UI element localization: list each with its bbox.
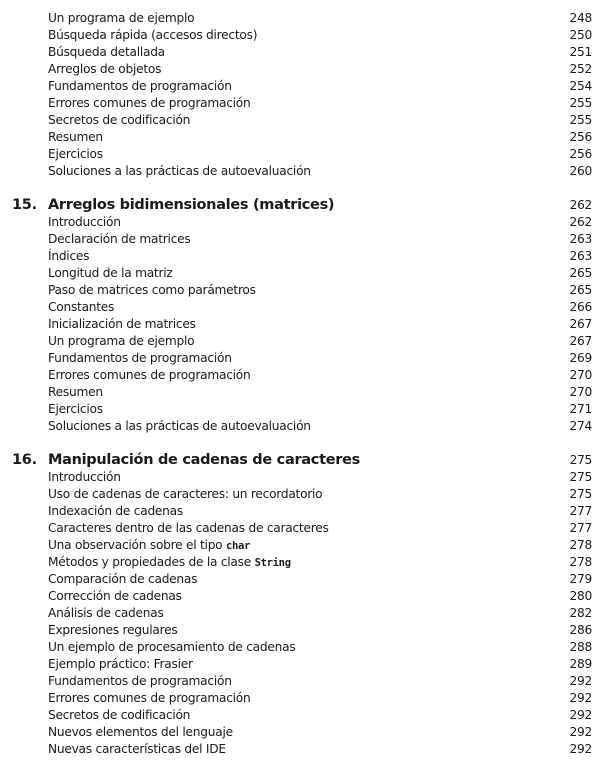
entry-page-number: 278: [569, 538, 592, 552]
entry-title: [48, 571, 197, 588]
entry-text: Un programa de ejemplo: [48, 334, 195, 348]
toc-entry: [0, 112, 600, 129]
entry-page-number: 292: [569, 708, 592, 722]
entry-text: Arreglos de objetos: [48, 62, 162, 76]
toc-entry: [0, 44, 600, 61]
toc-entry: [0, 129, 600, 146]
toc-entry: [0, 554, 600, 571]
entry-page-number: 275: [569, 487, 592, 501]
entry-text: Longitud de la matriz: [48, 266, 173, 280]
chapter-page-number: 275: [569, 453, 592, 467]
entry-title: [48, 44, 165, 61]
entry-page-number: 263: [569, 249, 592, 263]
entry-text: Caracteres dentro de las cadenas de caracteres: [48, 521, 329, 535]
entry-page-number: 256: [569, 147, 592, 161]
toc-entry: [0, 690, 600, 707]
entry-title: [48, 469, 121, 486]
entry-text: Ejemplo práctico: Frasier: [48, 657, 193, 671]
entry-title: [48, 503, 183, 520]
toc-entry: [0, 214, 600, 231]
toc-entry: [0, 656, 600, 673]
entry-title: [48, 486, 322, 503]
toc-section: [0, 451, 600, 758]
entry-page-number: 275: [569, 470, 592, 484]
entry-title: [48, 163, 311, 180]
entry-text: Uso de cadenas de caracteres: un recordatorio: [48, 487, 323, 501]
entry-text: Soluciones a las prácticas de autoevaluación: [48, 164, 311, 178]
toc-entry: [0, 418, 600, 435]
toc-entry: [0, 10, 600, 27]
chapter-page-number: 262: [569, 198, 592, 212]
entry-text: Fundamentos de programación: [48, 674, 232, 688]
entry-title: [48, 605, 164, 622]
toc-entry: [0, 724, 600, 741]
entry-title: [48, 146, 103, 163]
entry-text: Búsqueda detallada: [48, 45, 165, 59]
entry-text: Soluciones a las prácticas de autoevaluación: [48, 419, 311, 433]
toc-entry: [0, 350, 600, 367]
toc-entry: [0, 265, 600, 282]
entry-page-number: 280: [569, 589, 592, 603]
entry-title: [48, 367, 250, 384]
toc-entry: [0, 146, 600, 163]
toc-section: [0, 196, 600, 435]
entry-page-number: 274: [569, 419, 592, 433]
entry-page-number: 270: [569, 385, 592, 399]
toc-entry: [0, 741, 600, 758]
entry-title: [48, 350, 232, 367]
entry-page-number: 292: [569, 674, 592, 688]
entry-title: [48, 248, 89, 265]
entry-text: Resumen: [48, 385, 103, 399]
toc-entry: [0, 95, 600, 112]
entry-text: Errores comunes de programación: [48, 691, 251, 705]
entry-page-number: 292: [569, 691, 592, 705]
entry-text: Declaración de matrices: [48, 232, 191, 246]
chapter-number: 16.: [12, 452, 37, 468]
entry-page-number: 252: [569, 62, 592, 76]
entry-title: [48, 656, 193, 673]
toc-entry: [0, 707, 600, 724]
entry-page-number: 289: [569, 657, 592, 671]
entry-page-number: 255: [569, 96, 592, 110]
toc-entry: [0, 673, 600, 690]
entry-text: Errores comunes de programación: [48, 96, 251, 110]
entry-text: Comparación de cadenas: [48, 572, 198, 586]
entry-text: Fundamentos de programación: [48, 351, 232, 365]
entry-title: [48, 418, 311, 435]
entry-page-number: 260: [569, 164, 592, 178]
entry-page-number: 292: [569, 725, 592, 739]
entry-page-number: 288: [569, 640, 592, 654]
toc-section: [0, 10, 600, 180]
entry-text: Nuevos elementos del lenguaje: [48, 725, 233, 739]
toc-entry: [0, 61, 600, 78]
entry-text: Búsqueda rápida (accesos directos): [48, 28, 258, 42]
entry-page-number: 271: [569, 402, 592, 416]
entry-title: [48, 316, 196, 333]
entry-code-term: String: [254, 557, 291, 569]
toc-entry: [0, 248, 600, 265]
toc-entry: [0, 622, 600, 639]
entry-page-number: 270: [569, 368, 592, 382]
entry-title: [48, 554, 291, 572]
toc-entry: [0, 282, 600, 299]
toc-entry: [0, 316, 600, 333]
entry-title: [48, 78, 232, 95]
entry-text: Expresiones regulares: [48, 623, 178, 637]
entry-title: [48, 520, 329, 537]
entry-text: Indexación de cadenas: [48, 504, 183, 518]
chapter-heading: [0, 196, 600, 214]
entry-title: [48, 690, 250, 707]
entry-text: Una observación sobre el tipo: [48, 538, 227, 552]
toc-entry: [0, 520, 600, 537]
entry-text: Inicialización de matrices: [48, 317, 196, 331]
entry-code-term: char: [226, 540, 251, 552]
entry-title: [48, 333, 194, 350]
entry-text: Constantes: [48, 300, 115, 314]
entry-title: [48, 10, 194, 27]
entry-text: Resumen: [48, 130, 103, 144]
toc-entry: [0, 163, 600, 180]
toc-entry: [0, 537, 600, 554]
toc-entry: [0, 469, 600, 486]
toc-entry: [0, 639, 600, 656]
toc-entry: [0, 367, 600, 384]
entry-page-number: 255: [569, 113, 592, 127]
toc-entry: [0, 27, 600, 44]
entry-text: Un programa de ejemplo: [48, 11, 195, 25]
entry-page-number: 278: [569, 555, 592, 569]
entry-text: Fundamentos de programación: [48, 79, 232, 93]
entry-page-number: 254: [569, 79, 592, 93]
toc-entry: [0, 503, 600, 520]
chapter-title: Arreglos bidimensionales (matrices): [48, 197, 335, 213]
entry-text: Nuevas características del IDE: [48, 742, 226, 756]
entry-page-number: 267: [569, 334, 592, 348]
entry-page-number: 262: [569, 215, 592, 229]
entry-title: [48, 707, 190, 724]
entry-title: [48, 724, 233, 741]
entry-title: [48, 741, 226, 758]
entry-title: [48, 231, 190, 248]
entry-title: [48, 537, 250, 555]
entry-page-number: 263: [569, 232, 592, 246]
entry-text: Secretos de codificación: [48, 708, 191, 722]
entry-title: [48, 401, 103, 418]
toc-entry: [0, 571, 600, 588]
entry-text: Errores comunes de programación: [48, 368, 251, 382]
entry-title: [48, 639, 295, 656]
entry-title: [48, 622, 177, 639]
entry-title: [48, 129, 103, 146]
entry-page-number: 251: [569, 45, 592, 59]
toc-entry: [0, 401, 600, 418]
toc-entry: [0, 588, 600, 605]
chapter-heading: [0, 451, 600, 469]
entry-text: Métodos y propiedades de la clase: [48, 555, 255, 569]
entry-page-number: 250: [569, 28, 592, 42]
entry-page-number: 286: [569, 623, 592, 637]
entry-title: [48, 112, 190, 129]
entry-title: [48, 95, 250, 112]
chapter-title: Manipulación de cadenas de caracteres: [48, 452, 360, 468]
entry-text: Introducción: [48, 470, 121, 484]
toc-entry: [0, 605, 600, 622]
toc-entry: [0, 231, 600, 248]
entry-text: Análisis de cadenas: [48, 606, 164, 620]
entry-page-number: 265: [569, 283, 592, 297]
entry-title: [48, 299, 114, 316]
entry-text: Secretos de codificación: [48, 113, 191, 127]
entry-page-number: 266: [569, 300, 592, 314]
entry-text: Ejercicios: [48, 147, 103, 161]
entry-title: [48, 282, 256, 299]
entry-text: Índices: [48, 249, 90, 263]
entry-page-number: 256: [569, 130, 592, 144]
entry-title: [48, 588, 182, 605]
entry-page-number: 279: [569, 572, 592, 586]
toc-entry: [0, 299, 600, 316]
entry-page-number: 269: [569, 351, 592, 365]
toc-entry: [0, 333, 600, 350]
entry-page-number: 282: [569, 606, 592, 620]
chapter-number: 15.: [12, 197, 37, 213]
entry-title: [48, 214, 121, 231]
entry-text: Corrección de cadenas: [48, 589, 182, 603]
entry-page-number: 277: [569, 504, 592, 518]
toc-entry: [0, 384, 600, 401]
entry-title: [48, 61, 161, 78]
entry-title: [48, 673, 232, 690]
entry-page-number: 265: [569, 266, 592, 280]
entry-title: [48, 265, 173, 282]
entry-title: [48, 27, 257, 44]
entry-page-number: 267: [569, 317, 592, 331]
entry-page-number: 248: [569, 11, 592, 25]
entry-text: Un ejemplo de procesamiento de cadenas: [48, 640, 296, 654]
entry-title: [48, 384, 103, 401]
table-of-contents: [0, 10, 600, 758]
entry-text: Ejercicios: [48, 402, 103, 416]
toc-entry: [0, 486, 600, 503]
entry-text: Paso de matrices como parámetros: [48, 283, 256, 297]
entry-page-number: 277: [569, 521, 592, 535]
entry-text: Introducción: [48, 215, 121, 229]
toc-entry: [0, 78, 600, 95]
entry-page-number: 292: [569, 742, 592, 756]
